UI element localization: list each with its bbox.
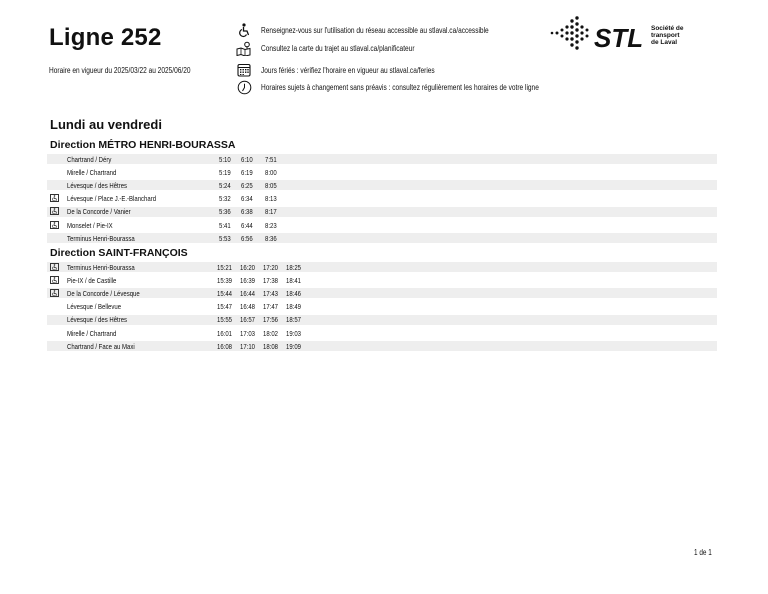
- departure-time: 15:44: [217, 288, 233, 298]
- departure-time: 17:56: [263, 315, 279, 325]
- accessible-stop-icon: [50, 194, 61, 203]
- wheelchair-icon: [234, 22, 254, 38]
- info-line-map: Consultez la carte du trajet au stlaval.ca/planificateur: [234, 40, 614, 56]
- accessible-stop-icon: [50, 276, 61, 285]
- departure-time: 16:44: [240, 288, 256, 298]
- info-line-holidays: Jours fériés : vérifiez l'horaire en vigueur au stlaval.ca/feries: [234, 62, 614, 78]
- logo-subtitle: Société de transport de Laval: [651, 25, 684, 46]
- departure-time: 6:19: [241, 167, 253, 177]
- accessible-stop-placeholder: [50, 315, 61, 324]
- departure-time: 5:36: [219, 207, 231, 217]
- departure-time: 17:43: [263, 288, 279, 298]
- departure-time: 6:56: [241, 233, 253, 243]
- stop-name: Mirelle / Chartrand: [67, 328, 117, 338]
- departure-time: 5:41: [219, 220, 231, 230]
- stop-name: Lévesque / Bellevue: [67, 302, 122, 312]
- accessible-stop-placeholder: [50, 329, 61, 338]
- stop-name: Pie-IX / de Castille: [67, 275, 117, 285]
- logo-text: STL: [594, 23, 644, 53]
- departure-time: 18:46: [286, 288, 302, 298]
- accessible-stop-icon: [50, 263, 61, 272]
- departure-time: 5:24: [219, 180, 231, 190]
- departure-time: 17:47: [263, 302, 279, 312]
- departure-time: 17:10: [240, 341, 256, 351]
- accessible-stop-icon: [50, 221, 61, 230]
- info-line-changes: Horaires sujets à changement sans préavis : consultez régulièrement les horaires de votre ligne: [234, 79, 614, 95]
- departure-time: 18:08: [263, 341, 279, 351]
- clock-icon: [234, 79, 254, 95]
- departure-time: 6:25: [241, 180, 253, 190]
- table-row: [47, 220, 717, 230]
- departure-time: 16:57: [240, 315, 256, 325]
- table-row: [47, 154, 717, 164]
- departure-time: 15:21: [217, 262, 233, 272]
- calendar-icon: [234, 62, 254, 78]
- accessible-stop-placeholder: [50, 302, 61, 311]
- validity-period: Horaire en vigueur du 2025/03/22 au 2025/06/20: [49, 66, 191, 75]
- departure-time: 18:02: [263, 328, 279, 338]
- departure-time: 7:51: [265, 154, 277, 164]
- stop-name: Chartrand / Déry: [67, 154, 112, 164]
- departure-time: 15:47: [217, 302, 233, 312]
- table-row: [47, 302, 717, 312]
- departure-time: 6:10: [241, 154, 253, 164]
- direction-heading: Direction SAINT-FRANÇOIS: [50, 247, 188, 259]
- table-row: [47, 328, 717, 338]
- accessible-stop-placeholder: [50, 168, 61, 177]
- day-heading: Lundi au vendredi: [50, 117, 162, 132]
- stop-name: Lévesque / des Hêtres: [67, 315, 128, 325]
- departure-time: 8:36: [265, 233, 277, 243]
- departure-time: 16:39: [240, 275, 256, 285]
- stop-name: Lévesque / des Hêtres: [67, 180, 128, 190]
- table-row: [47, 341, 717, 351]
- table-row: [47, 275, 717, 285]
- table-row: [47, 194, 717, 204]
- stop-name: Lévesque / Place J.-E.-Blanchard: [67, 194, 157, 204]
- accessible-stop-placeholder: [50, 342, 61, 351]
- departure-time: 6:38: [241, 207, 253, 217]
- stop-name: Chartrand / Face au Maxi: [67, 341, 135, 351]
- departure-time: 5:19: [219, 167, 231, 177]
- departure-time: 17:38: [263, 275, 279, 285]
- departure-time: 8:23: [265, 220, 277, 230]
- departure-time: 8:05: [265, 180, 277, 190]
- departure-time: 6:44: [241, 220, 253, 230]
- table-row: [47, 180, 717, 190]
- map-icon: [234, 40, 254, 56]
- info-line-accessible: Renseignez-vous sur l'utilisation du réseau accessible au stlaval.ca/accessible: [234, 22, 614, 38]
- stop-name: Terminus Henri-Bourassa: [67, 262, 135, 272]
- departure-time: 19:03: [286, 328, 302, 338]
- departure-time: 8:17: [265, 207, 277, 217]
- stop-name: De la Concorde / Lévesque: [67, 288, 140, 298]
- departure-time: 18:41: [286, 275, 302, 285]
- stop-name: Monselet / Pie-IX: [67, 220, 113, 230]
- departure-time: 16:08: [217, 341, 233, 351]
- departure-time: 19:09: [286, 341, 302, 351]
- accessible-stop-placeholder: [50, 155, 61, 164]
- table-row: [47, 315, 717, 325]
- departure-time: 18:57: [286, 315, 302, 325]
- table-row: [47, 288, 717, 298]
- departure-time: 6:34: [241, 194, 253, 204]
- departure-time: 15:39: [217, 275, 233, 285]
- departure-time: 5:53: [219, 233, 231, 243]
- accessible-stop-placeholder: [50, 234, 61, 243]
- page-title: Ligne 252: [49, 24, 162, 51]
- departure-time: 16:48: [240, 302, 256, 312]
- departure-time: 5:32: [219, 194, 231, 204]
- departure-time: 18:25: [286, 262, 302, 272]
- departure-time: 17:03: [240, 328, 256, 338]
- departure-time: 17:20: [263, 262, 279, 272]
- table-row: [47, 262, 717, 272]
- table-row: [47, 207, 717, 217]
- departure-time: 8:13: [265, 194, 277, 204]
- departure-time: 5:10: [219, 154, 231, 164]
- stop-name: Terminus Henri-Bourassa: [67, 233, 135, 243]
- departure-time: 18:49: [286, 302, 302, 312]
- accessible-stop-placeholder: [50, 181, 61, 190]
- page-number: 1 de 1: [694, 548, 712, 557]
- departure-time: 15:55: [217, 315, 233, 325]
- accessible-stop-icon: [50, 289, 61, 298]
- stop-name: Mirelle / Chartrand: [67, 167, 117, 177]
- stop-name: De la Concorde / Vanier: [67, 207, 131, 217]
- accessible-stop-icon: [50, 207, 61, 216]
- departure-time: 8:00: [265, 167, 277, 177]
- departure-time: 16:01: [217, 328, 233, 338]
- departure-time: 16:20: [240, 262, 256, 272]
- table-row: [47, 233, 717, 243]
- direction-heading: Direction MÉTRO HENRI-BOURASSA: [50, 139, 236, 151]
- table-row: [47, 167, 717, 177]
